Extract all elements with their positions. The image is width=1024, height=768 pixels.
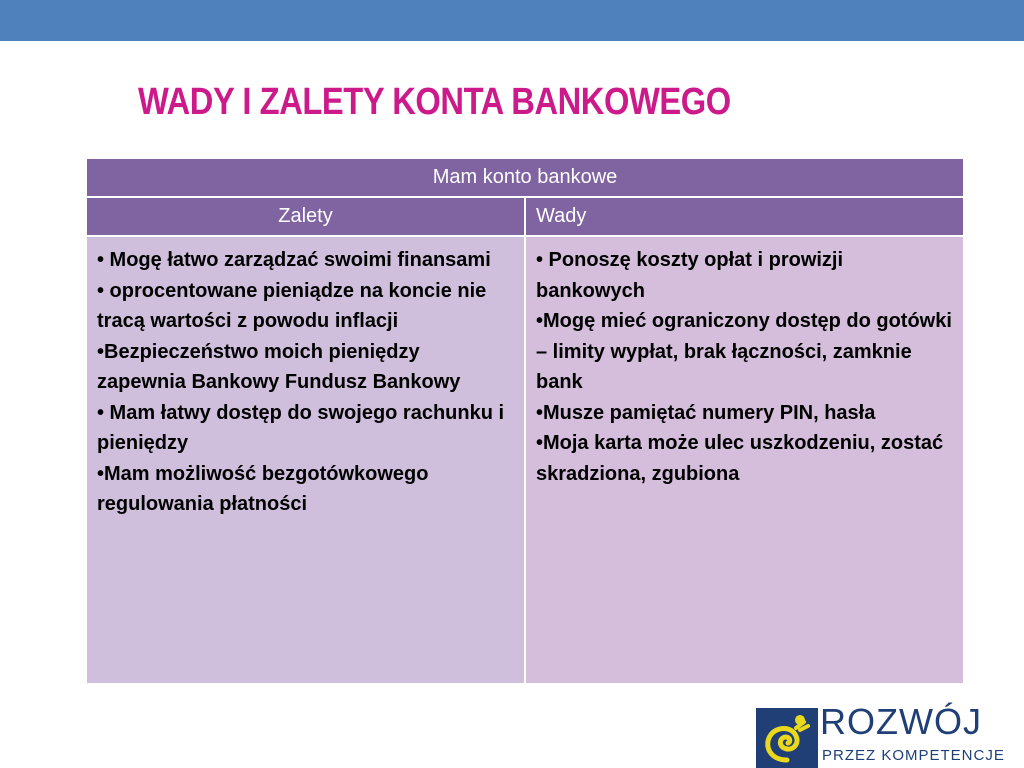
slide-title: WADY I ZALETY KONTA BANKOWEGO xyxy=(138,81,731,123)
zalety-cell xyxy=(86,236,525,684)
table-header: Mam konto bankowe xyxy=(86,158,964,197)
zalety-item: • Mam łatwy dostęp do swojego rachunku i pieniędzy xyxy=(97,401,505,454)
zalety-item: •Bezpieczeństwo moich pieniędzy zapewnia Bankowy Fundusz Bankowy xyxy=(97,340,461,393)
zalety-item: •Mam możliwość bezgotówkowego regulowania płatności xyxy=(97,462,429,515)
wady-cell xyxy=(525,236,964,684)
wady-item: •Mogę mieć ograniczony dostęp do gotówki – limity wypłat, brak łączności, zamknie bank xyxy=(536,310,952,393)
zalety-item: • oprocentowane pieniądze na koncie nie tracą wartości z powodu inflacji xyxy=(97,279,487,332)
spiral-figure-icon xyxy=(756,708,818,768)
pros-cons-table xyxy=(85,157,965,685)
wady-item: •Musze pamiętać numery PIN, hasła xyxy=(536,401,876,424)
top-bar xyxy=(0,0,1024,41)
logo-subtitle: PRZEZ KOMPETENCJE xyxy=(822,747,1005,764)
rozwoj-logo xyxy=(756,702,1024,768)
wady-item: • Ponoszę koszty opłat i prowizji bankowych xyxy=(536,249,844,302)
wady-item: •Moja karta może ulec uszkodzeniu, zostać skradziona, zgubiona xyxy=(536,432,944,485)
column-header-wady: Wady xyxy=(525,197,964,236)
column-header-zalety: Zalety xyxy=(86,197,525,236)
logo-wordmark: ROZWÓJ xyxy=(820,701,982,742)
zalety-item: • Mogę łatwo zarządzać swoimi finansami xyxy=(97,249,491,271)
